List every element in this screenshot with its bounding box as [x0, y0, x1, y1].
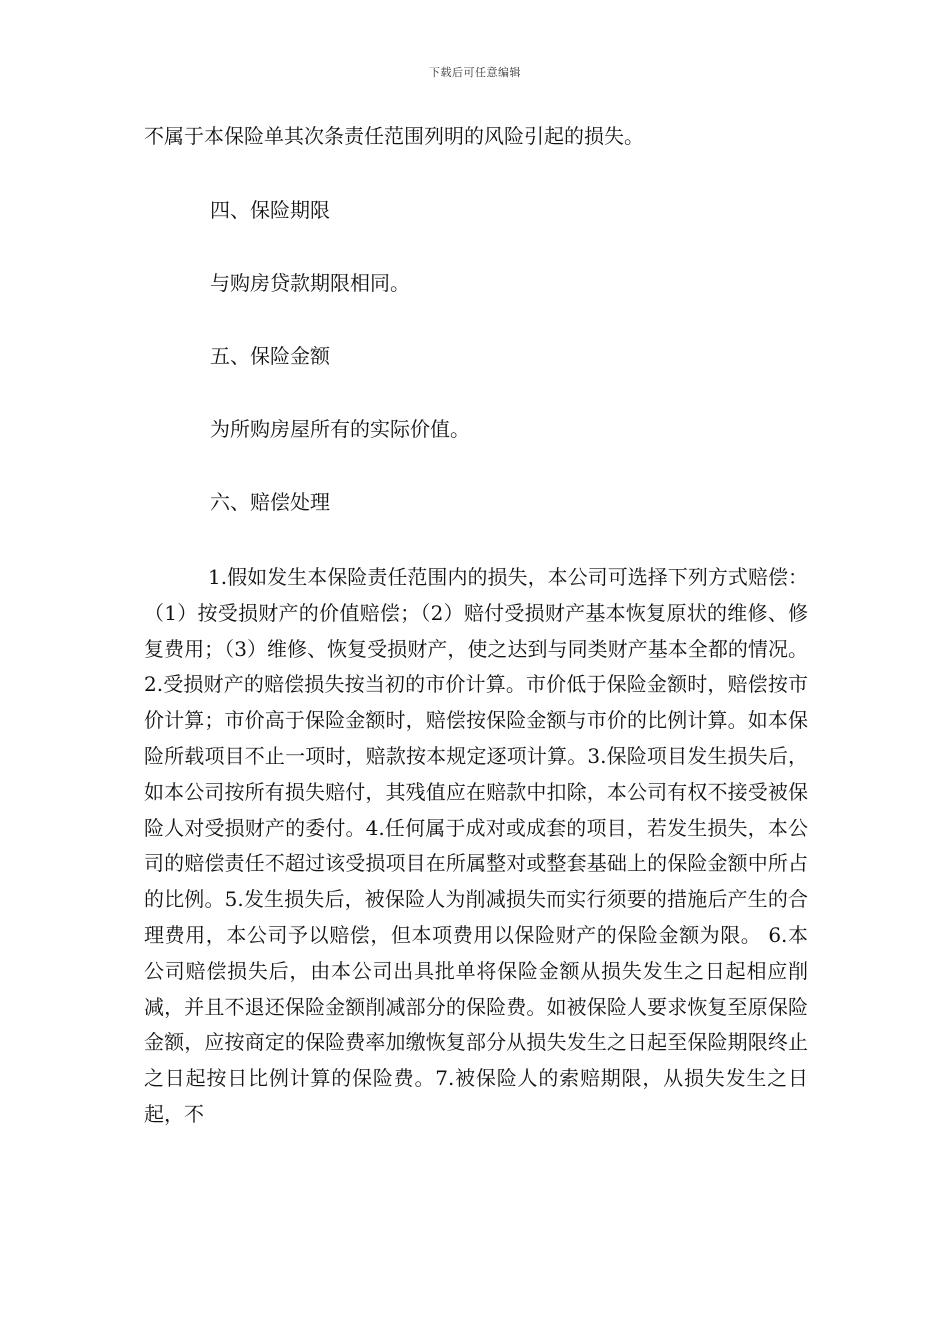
paragraph-line: 为所购房屋所有的实际价值。 — [210, 417, 470, 441]
page-header: 下载后可任意编辑 — [429, 66, 521, 79]
paragraph-line: 与购房贷款期限相同。 — [210, 271, 410, 295]
section-heading-6: 六、赔偿处理 — [210, 490, 330, 514]
section-heading-4: 四、保险期限 — [210, 198, 330, 222]
section-heading-5: 五、保险金额 — [210, 344, 330, 368]
paragraph-line: 不属于本保险单其次条责任范围列明的风险引起的损失。 — [144, 124, 644, 148]
body-paragraph: 1.假如发生本保险责任范围内的损失，本公司可选择下列方式赔偿：（1）按受损财产的价值赔偿；（2）赔付受损财产基本恢复原状的维修、修复费用；（3）维修、恢复受损财产，使之达到与同类财产基本全都的情况。 2.受损财产的赔偿损失按当初的市价计算。市价低于保险金额时，赔偿按市价计算；市价高于保险金额时，赔偿按保险金额与市价的比例计算。如本保险所载项目不止一项时，赔款按本规定逐项计算。3.保险项目发生损失后，如本公司按所有损失赔付，其残值应在赔款中扣除，本公司有权不接受被保险人对受损财产的委付。4.任何属于成对或成套的项目，若发生损失，本公司的赔偿责任不超过该受损项目在所属整对或整套基础上的保险金额中所占的比例。5.发生损失后，被保险人为削减损失而实行须要的措施后产生的合理费用，本公司予以赔偿，但本项费用以保险财产的保险金额为限。 6.本公司赔偿损失后，由本公司出具批单将保险金额从损失发生之日起相应削减，并且不退还保险金额削减部分的保险费。如被保险人要求恢复至原保险金额，应按商定的保险费率加缴恢复部分从损失发生之日起至保险期限终止之日起按日比例计算的保险费。7.被保险人的索赔期限，从损失发生之日起，不 — [144, 565, 808, 1126]
